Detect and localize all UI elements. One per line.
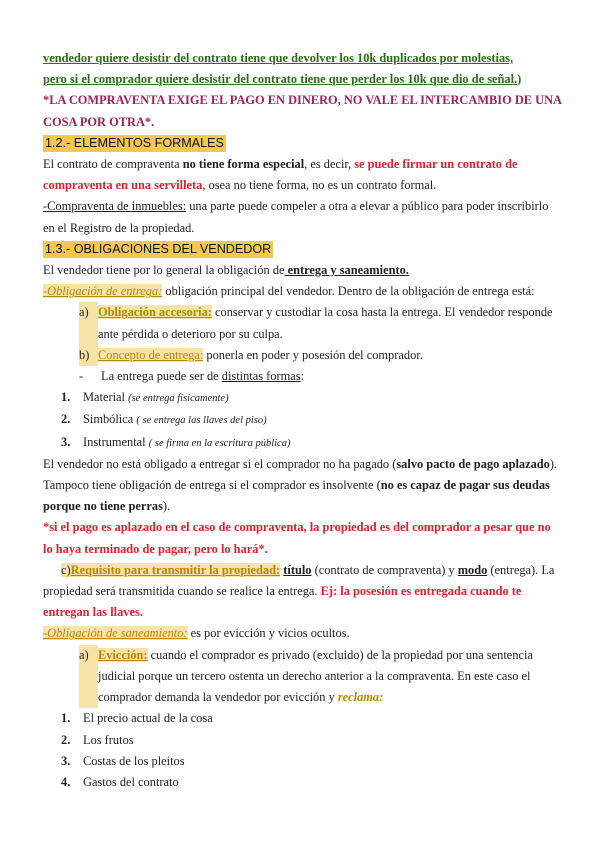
- intro-line-1: vendedor quiere desistir del contrato tiene que devolver los 10k duplicados por molestias,: [43, 51, 514, 65]
- claim-text: El precio actual de la cosa: [83, 711, 213, 726]
- form-item-simbolica: [43, 409, 563, 431]
- saneamiento-label: -Obligación de saneamiento:: [43, 626, 188, 641]
- heading-elementos-formales: 1.2.- ELEMENTOS FORMALES: [45, 135, 224, 150]
- form-note: ( se entrega las llaves del piso): [136, 415, 267, 427]
- accesoria-label: Obligación accesoria:: [98, 305, 212, 320]
- claim-text: Costas de los pleitos: [83, 753, 185, 768]
- claim-text: Los frutos: [83, 732, 134, 747]
- form-item-instrumental: [43, 432, 563, 454]
- eviccion-reclama: reclama:: [337, 690, 384, 705]
- formal-text-e: , osea no tiene forma, no es un contrato formal.: [202, 178, 437, 193]
- claim-item: [43, 772, 563, 793]
- intro-line-2-end: ): [517, 72, 522, 87]
- list-item-eviccion: [43, 645, 563, 709]
- inmuebles-text: una parte puede compeler a otra a elevar a público para poder inscribirlo en el Registro de la propiedad.: [43, 199, 549, 235]
- claim-item: [43, 751, 563, 772]
- no-obligado-c: ). Tampoco tiene obligación de entrega si el comprador es insolvente (: [43, 456, 558, 493]
- eviccion-text: cuando el comprador es privado (excluido) de la propiedad por una sentencia judicial porque un tercero ostenta un derecho anterior a la compraventa. En este caso el comprador demanda la vendedor por evicción y: [98, 647, 533, 705]
- no-obligado-paragraph: [43, 454, 563, 518]
- form-name: Material: [83, 390, 129, 405]
- entrega-label: -Obligación de entrega:: [43, 284, 163, 299]
- formas-text-c: :: [300, 369, 305, 384]
- claim-text: Gastos del contrato: [83, 774, 179, 789]
- list-item-accesoria: [43, 302, 563, 344]
- titulo-word: título: [283, 562, 312, 577]
- list-marker-c: c): [61, 562, 71, 577]
- concepto-label: Concepto de entrega:: [98, 347, 204, 362]
- eviccion-label: Evicción:: [98, 647, 148, 662]
- claim-item: [43, 730, 563, 751]
- form-name: Instrumental: [83, 434, 149, 449]
- document-page: [43, 48, 563, 793]
- heading-obligaciones-vendedor: 1.3.- OBLIGACIONES DEL VENDEDOR: [45, 241, 272, 256]
- form-number: 1.: [61, 390, 71, 405]
- intro-line-2: pero si el comprador quiere desistir del contrato tiene que perder los 10k que dio de señal.: [43, 72, 518, 87]
- requisito-text-2: (entrega). La propiedad será transmitida cuando se realice la entrega.: [43, 562, 555, 599]
- inmuebles-paragraph: [43, 196, 563, 238]
- inmuebles-label: -Compraventa de inmuebles:: [43, 199, 187, 214]
- form-number: 2.: [61, 412, 71, 427]
- list-marker-b: b): [79, 345, 98, 366]
- obligaciones-intro-text: El vendedor tiene por lo general la obligación de: [43, 263, 285, 278]
- accesoria-text: conservar y custodiar la cosa hasta la entrega. El vendedor responde ante pérdida o deterioro por su culpa.: [98, 305, 553, 341]
- dash-marker: -: [79, 369, 84, 384]
- claim-item: [43, 708, 563, 729]
- obligaciones-intro-bold: entrega y saneamiento.: [284, 263, 409, 278]
- concepto-text: ponerla en poder y posesión del comprador.: [203, 347, 423, 362]
- requisito-paragraph: [43, 560, 563, 624]
- modo-word: modo: [457, 562, 488, 577]
- formas-text-a: La entrega puede ser de: [101, 369, 222, 384]
- obligaciones-intro: [43, 260, 563, 281]
- form-note: (se entrega físicamente): [128, 393, 229, 405]
- list-marker-a: a): [79, 302, 98, 344]
- saneamiento-paragraph: [43, 623, 563, 644]
- form-note: ( se firma en la escritura pública): [148, 437, 291, 449]
- form-name: Simbólica: [83, 412, 137, 427]
- payment-note: *LA COMPRAVENTA EXIGE EL PAGO EN DINERO, NO VALE EL INTERCAMBIO DE UNA COSA POR OTRA*.: [43, 93, 562, 129]
- no-obligado-b: salvo pacto de pago aplazado: [396, 456, 550, 471]
- claim-number: 2.: [61, 732, 71, 747]
- saneamiento-text: es por evicción y vicios ocultos.: [187, 626, 350, 641]
- intro-paragraph: [43, 48, 563, 90]
- list-item-formas: [43, 366, 563, 387]
- claim-number: 1.: [61, 711, 71, 726]
- formas-text-b: distintas formas: [221, 369, 301, 384]
- no-obligado-e: ).: [162, 499, 171, 514]
- formal-text-a: El contrato de compraventa: [43, 157, 183, 172]
- formal-paragraph: [43, 154, 563, 196]
- claim-number: 3.: [61, 753, 71, 768]
- form-item-material: [43, 387, 563, 409]
- requisito-text-1: (contrato de compraventa) y: [311, 562, 458, 577]
- entrega-text: obligación principal del vendedor. Dentro de la obligación de entrega está:: [162, 284, 535, 299]
- requisito-label: Requisito para transmitir la propiedad:: [70, 562, 281, 577]
- form-number: 3.: [61, 434, 71, 449]
- formal-text-c: , es decir,: [304, 157, 355, 172]
- pago-aplazado-note: *si el pago es aplazado en el caso de compraventa, la propiedad es del comprador a pesar que no lo haya terminado de pagar, pero lo hará*.: [43, 520, 551, 556]
- entrega-paragraph: [43, 281, 563, 302]
- no-obligado-d: no es capaz de pagar sus deudas porque no tiene perras: [43, 478, 550, 514]
- formal-text-b: no tiene forma especial: [182, 157, 305, 172]
- formal-text-d: se puede firmar un contrato de compraventa en una servilleta: [43, 157, 518, 193]
- requisito-example: Ej: la posesión es entregada cuando te entregan las llaves.: [43, 584, 522, 620]
- list-item-concepto: [43, 345, 563, 366]
- no-obligado-a: El vendedor no está obligado a entregar si el comprador no ha pagado (: [43, 456, 397, 471]
- claim-number: 4.: [61, 774, 71, 789]
- list-marker-eviccion: a): [79, 645, 98, 709]
